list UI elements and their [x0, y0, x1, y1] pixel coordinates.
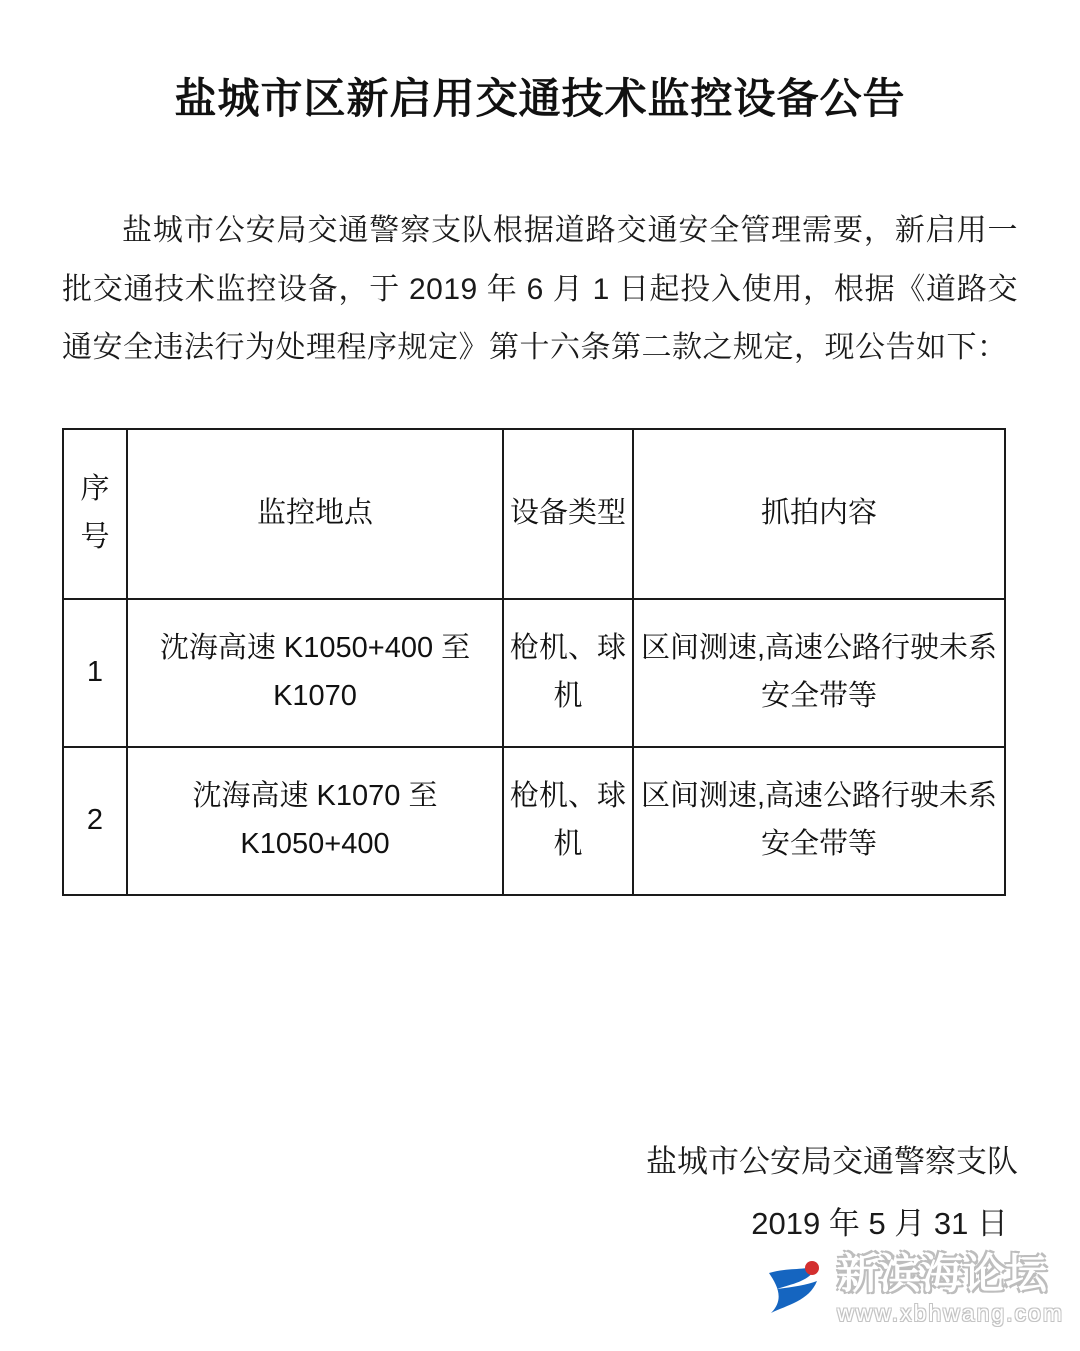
page-title: 盐城市区新启用交通技术监控设备公告	[174, 75, 906, 122]
watermark-url: www.xbhwang.com	[837, 1299, 1064, 1326]
column-header-device-type: 设备类型	[503, 429, 633, 599]
monitoring-table-wrapper	[62, 428, 1018, 896]
cell-capture-content: 区间测速,高速公路行驶未系安全带等	[633, 747, 1005, 895]
signature-block	[646, 1131, 1018, 1255]
announcement-paragraph: 盐城市公安局交通警察支队根据道路交通安全管理需要，新启用一批交通技术监控设备，于 2019 年 6 月 1 日起投入使用，根据《道路交通安全违法行为处理程序规定》第十六条第二款之规定，现公告如下：	[62, 214, 1018, 364]
cell-location: 沈海高速 K1050+400 至 K1070	[127, 599, 503, 747]
column-header-capture-content: 抓拍内容	[633, 429, 1005, 599]
monitoring-devices-table	[62, 428, 1006, 896]
signature-organization: 盐城市公安局交通警察支队	[646, 1144, 1018, 1179]
cell-device-type: 枪机、球机	[503, 599, 633, 747]
table-row	[63, 599, 1005, 747]
cell-capture-content: 区间测速,高速公路行驶未系安全带等	[633, 599, 1005, 747]
table-row	[63, 747, 1005, 895]
forum-logo-icon	[755, 1251, 831, 1327]
cell-location: 沈海高速 K1070 至 K1050+400	[127, 747, 503, 895]
cell-index: 1	[63, 599, 127, 747]
table-header-row	[63, 429, 1005, 599]
cell-device-type: 枪机、球机	[503, 747, 633, 895]
watermark-site-name: 新滨海论坛	[837, 1250, 1048, 1298]
cell-index: 2	[63, 747, 127, 895]
watermark-text-group	[837, 1251, 1064, 1326]
signature-date: 2019 年 5 月 31 日	[751, 1206, 1008, 1241]
watermark	[755, 1251, 1064, 1327]
column-header-index: 序号	[63, 429, 127, 599]
column-header-location: 监控地点	[127, 429, 503, 599]
